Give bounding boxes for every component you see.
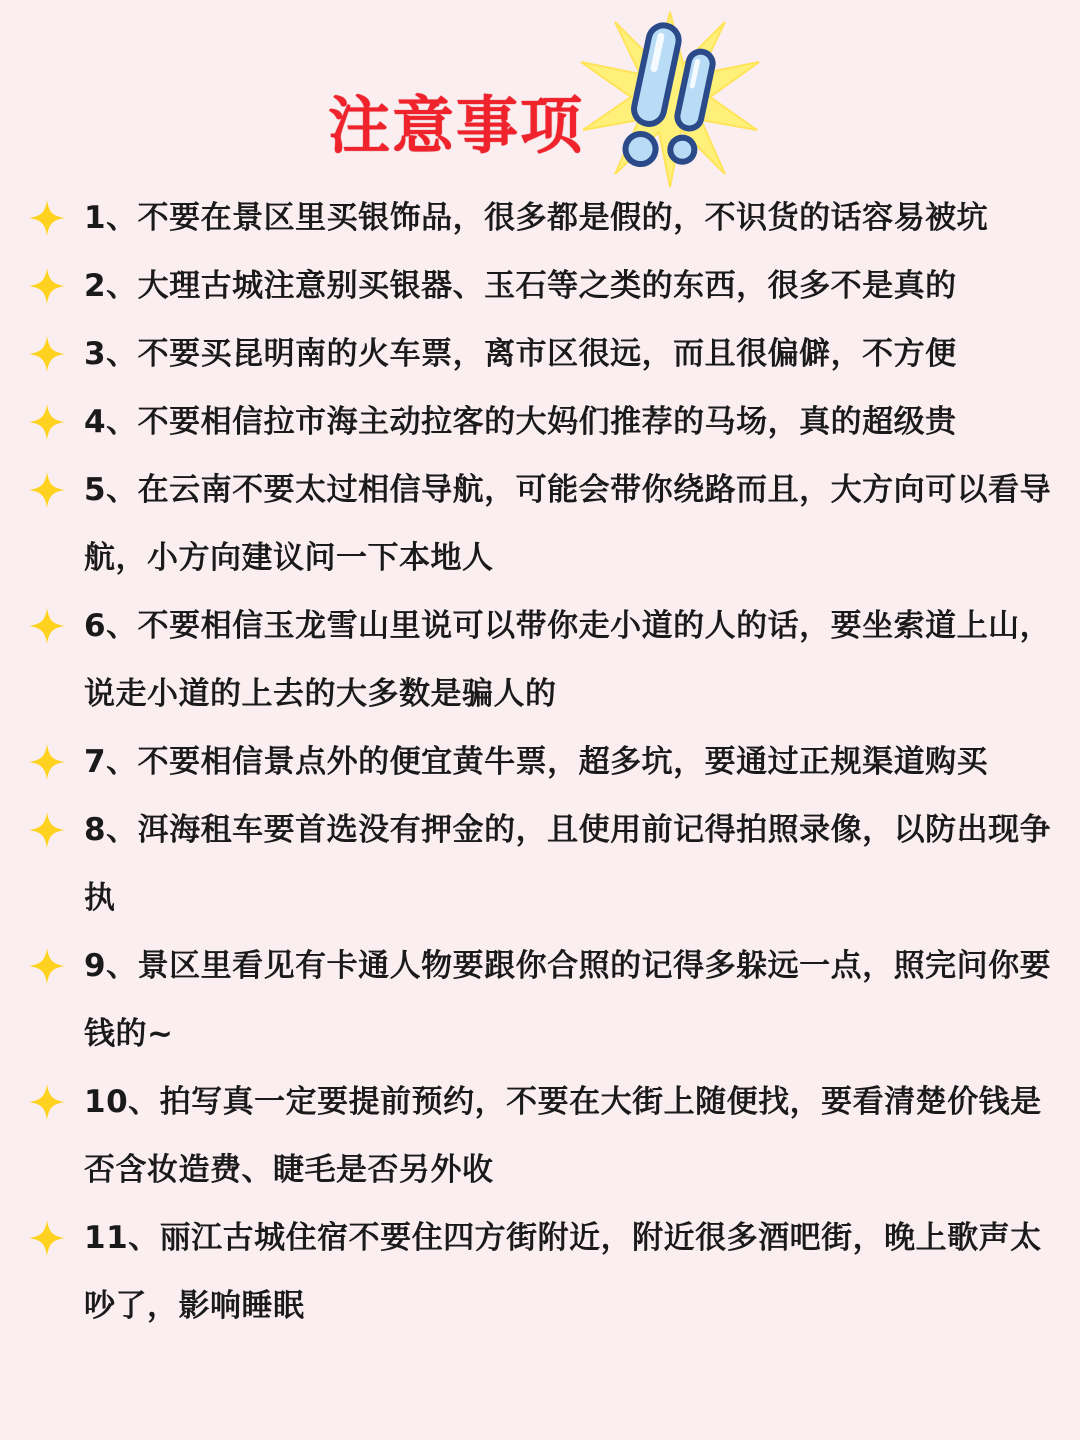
list-item-text: 6、不要相信玉龙雪山里说可以带你走小道的人的话，要坐索道上山，说走小道的上去的大多数是骗人的 bbox=[84, 608, 1052, 712]
sparkle-star-icon bbox=[28, 403, 66, 441]
list-item-3 bbox=[0, 320, 1080, 388]
list-item-4 bbox=[0, 388, 1080, 456]
list-item-5 bbox=[0, 456, 1080, 592]
sparkle-star-icon bbox=[28, 1219, 66, 1257]
sparkle-star-icon bbox=[28, 267, 66, 305]
list-item-text: 4、不要相信拉市海主动拉客的大妈们推荐的马场，真的超级贵 bbox=[84, 404, 957, 440]
list-item-text: 2、大理古城注意别买银器、玉石等之类的东西，很多不是真的 bbox=[84, 268, 957, 304]
list-item-text: 1、不要在景区里买银饰品，很多都是假的，不识货的话容易被坑 bbox=[84, 200, 989, 236]
list-item-text: 7、不要相信景点外的便宜黄牛票，超多坑，要通过正规渠道购买 bbox=[84, 744, 989, 780]
sparkle-star-icon bbox=[28, 471, 66, 509]
exclamation-burst-icon bbox=[575, 2, 765, 192]
list-item-text: 9、景区里看见有卡通人物要跟你合照的记得多躲远一点，照完问你要钱的~ bbox=[84, 948, 1052, 1052]
list-item-text: 11、丽江古城住宿不要住四方街附近，附近很多酒吧街，晚上歌声太吵了，影响睡眠 bbox=[84, 1220, 1042, 1324]
list-item-text: 5、在云南不要太过相信导航，可能会带你绕路而且，大方向可以看导航，小方向建议问一下本地人 bbox=[84, 472, 1052, 576]
list-item-text: 8、洱海租车要首选没有押金的，且使用前记得拍照录像，以防出现争执 bbox=[84, 812, 1052, 916]
page-title: 注意事项 bbox=[328, 89, 585, 162]
list-item-text: 3、不要买昆明南的火车票，离市区很远，而且很偏僻，不方便 bbox=[84, 336, 957, 372]
list-item-1 bbox=[0, 184, 1080, 252]
sparkle-star-icon bbox=[28, 1083, 66, 1121]
list-item-7 bbox=[0, 728, 1080, 796]
list-item-9 bbox=[0, 932, 1080, 1068]
list-item-8 bbox=[0, 796, 1080, 932]
sparkle-star-icon bbox=[28, 607, 66, 645]
list-item-2 bbox=[0, 252, 1080, 320]
list-item-text: 10、拍写真一定要提前预约，不要在大街上随便找，要看清楚价钱是否含妆造费、睫毛是否另外收 bbox=[84, 1084, 1042, 1188]
list-item-10 bbox=[0, 1068, 1080, 1204]
list-item-6 bbox=[0, 592, 1080, 728]
notes-list bbox=[0, 184, 1080, 1340]
header bbox=[0, 70, 1080, 200]
sparkle-star-icon bbox=[28, 947, 66, 985]
list-item-11 bbox=[0, 1204, 1080, 1340]
sparkle-star-icon bbox=[28, 335, 66, 373]
sparkle-star-icon bbox=[28, 743, 66, 781]
sparkle-star-icon bbox=[28, 199, 66, 237]
sparkle-star-icon bbox=[28, 811, 66, 849]
